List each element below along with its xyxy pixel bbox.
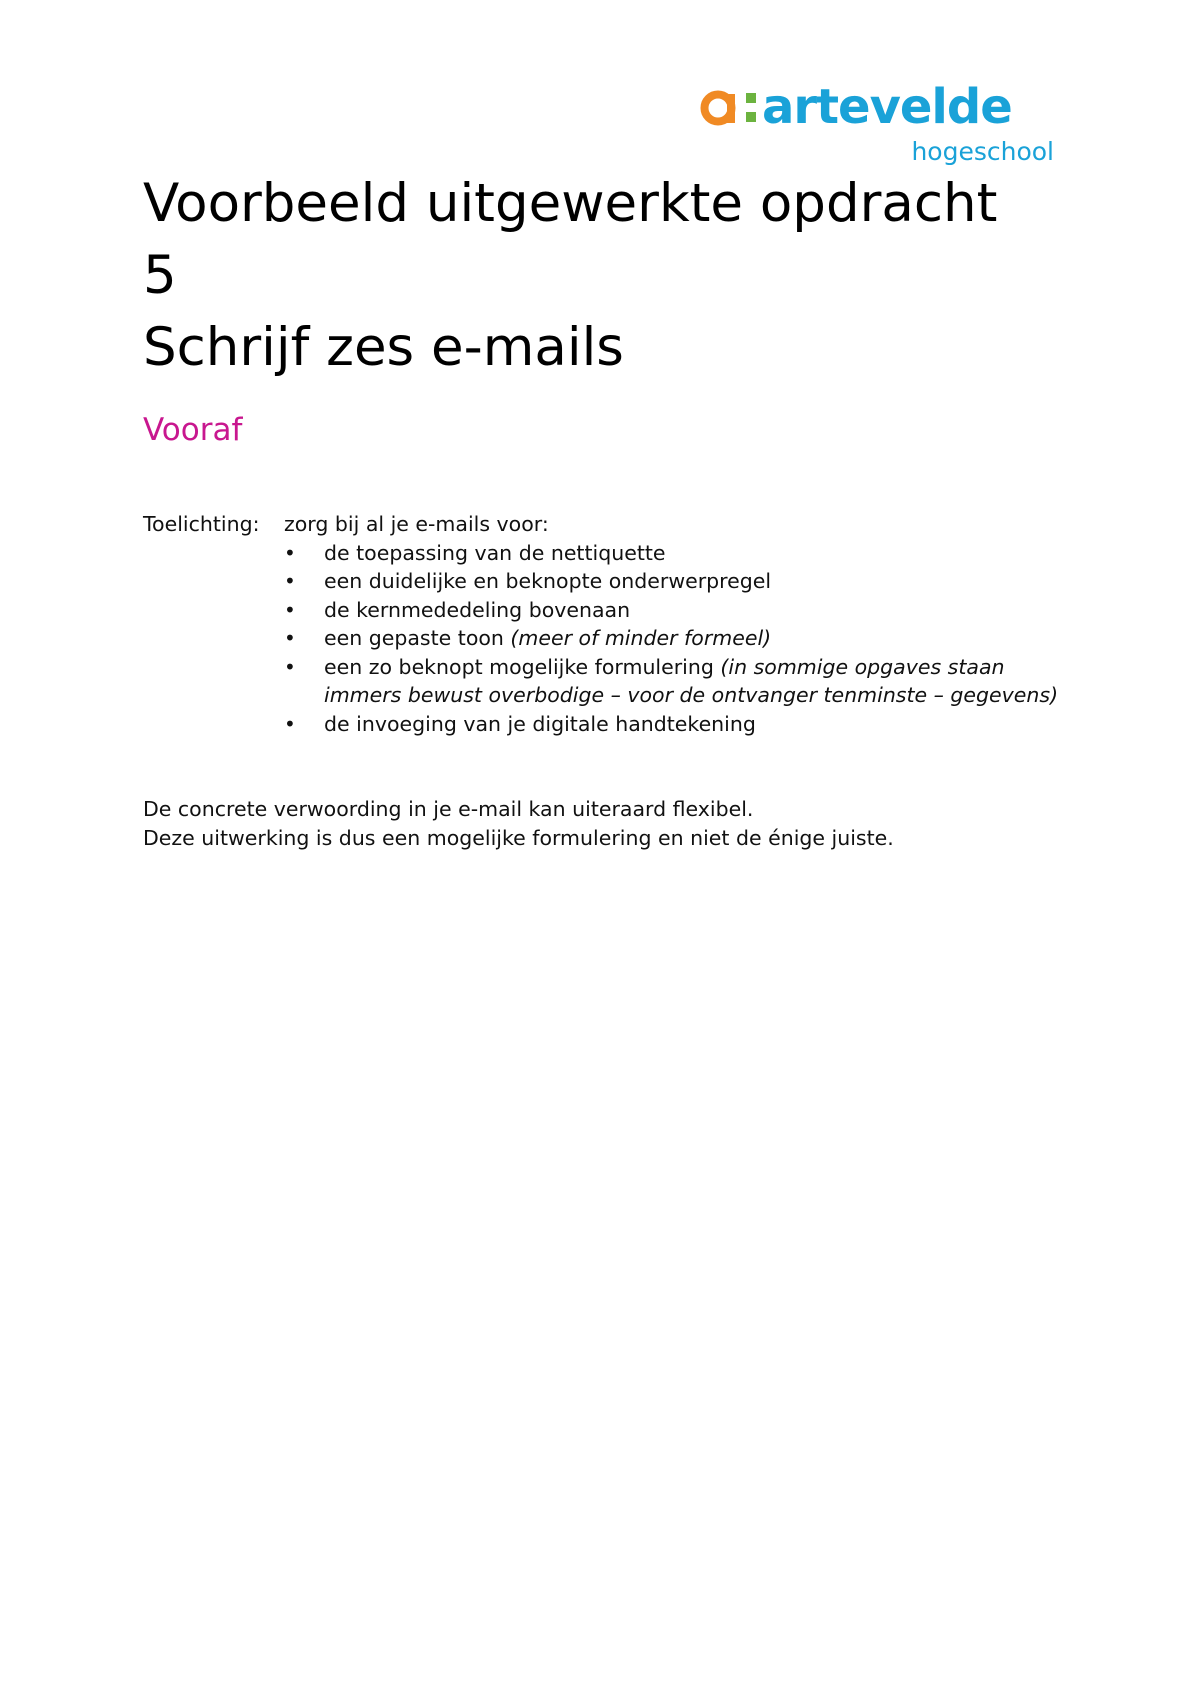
explanation-row: [143, 510, 1063, 539]
title-line-1: Voorbeeld uitgewerkte opdracht: [143, 173, 998, 234]
list-item-text: een duidelijke en beknopte onderwerpregel: [324, 569, 772, 593]
bullet-icon: •: [284, 654, 296, 679]
document-title: [143, 168, 1103, 384]
explanation-block: [143, 510, 1063, 738]
list-item: [284, 653, 1063, 710]
logo-graphic: [696, 70, 1056, 170]
bullet-icon: •: [284, 597, 296, 622]
logo-wordmark: artevelde: [762, 79, 1012, 135]
logo-colon-top: [746, 93, 756, 103]
bullet-icon: •: [284, 626, 296, 650]
list-item: [284, 539, 1063, 568]
list-item: [284, 567, 1063, 596]
list-item-text: de kernmededeling bovenaan: [324, 597, 631, 622]
logo-subtitle: hogeschool: [911, 137, 1054, 166]
closing-paragraph: [143, 795, 1103, 853]
closing-line-2: Deze uitwerking is dus een mogelijke formulering en niet de énige juiste.: [143, 826, 894, 850]
list-item-text: de toepassing van de nettiquette: [324, 540, 666, 565]
explanation-intro: zorg bij al je e-mails voor:: [284, 512, 549, 536]
bullet-icon: •: [284, 569, 296, 593]
bullet-icon: •: [284, 540, 296, 565]
list-item-text: een gepaste toon: [324, 626, 511, 650]
artevelde-logo: [696, 70, 1056, 170]
closing-line-1: De concrete verwoording in je e-mail kan uiteraard flexibel.: [143, 797, 754, 821]
list-item-text: de invoeging van je digitale handtekening: [324, 711, 756, 736]
list-item: [284, 596, 1063, 625]
section-heading-vooraf: Vooraf: [143, 412, 243, 448]
list-item-italic: (meer of minder formeel): [510, 626, 772, 650]
bullet-icon: •: [284, 711, 296, 736]
list-item-italic: (in sommige opgaves staan immers bewust overbodige – voor de ontvanger tenminste – gegevens): [324, 654, 1059, 707]
title-line-2: 5: [143, 245, 177, 306]
list-item-text: een zo beknopt mogelijke formulering: [324, 654, 721, 679]
explanation-list: [143, 539, 1063, 739]
list-item: [284, 624, 1063, 653]
explanation-label: Toelichting:: [143, 512, 260, 536]
title-line-3: Schrijf zes e-mails: [143, 317, 624, 378]
logo-colon-bottom: [746, 112, 756, 122]
list-item: [284, 710, 1063, 739]
